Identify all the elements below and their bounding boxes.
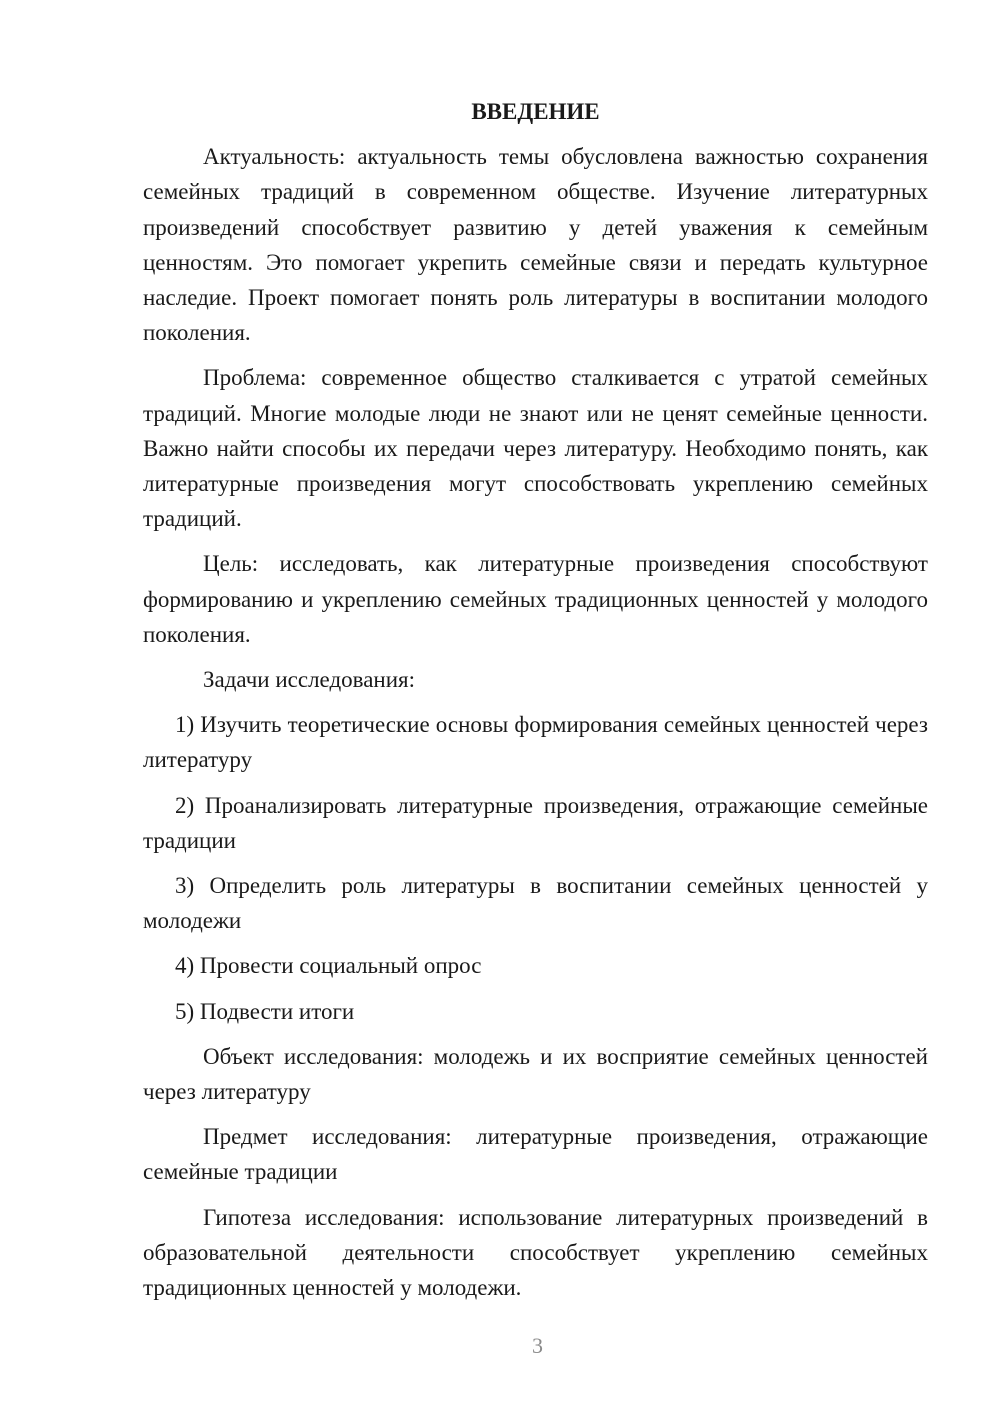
paragraph-relevance: Актуальность: актуальность темы обусловлена важностью сохранения семейных традиций в современном обществе. Изучение литературных произведений способствует развитию у детей уважения к семейным ценностям. Это помогает укрепить семейные связи и передать культурное наследие. Проект помогает понять роль литературы в воспитании молодого поколения. <box>143 144 928 346</box>
paragraph-subject: Предмет исследования: литературные произведения, отражающие семейные традиции <box>143 1124 928 1185</box>
page-number: 3 <box>532 1333 543 1358</box>
paragraph-object: Объект исследования: молодежь и их восприятие семейных ценностей через литературу <box>143 1043 928 1105</box>
paragraph-goal: Цель: исследовать, как литературные произведения способствуют формированию и укреплению семейных традиционных ценностей у молодого поколения. <box>143 551 928 647</box>
document-body <box>143 94 928 1315</box>
task-item: 3) Определить роль литературы в воспитании семейных ценностей у молодежи <box>143 873 928 934</box>
page-title: ВВЕДЕНИЕ <box>471 99 600 124</box>
task-item: 4) Провести социальный опрос <box>175 953 482 979</box>
task-item: 1) Изучить теоретические основы формирования семейных ценностей через литературу <box>143 712 928 773</box>
paragraph-hypothesis: Гипотеза исследования: использование литературных произведений в образовательной деятельности способствует укреплению семейных традиционных ценностей у молодежи. <box>143 1204 928 1301</box>
task-item: 5) Подвести итоги <box>175 998 355 1024</box>
tasks-heading: Задачи исследования: <box>203 667 416 693</box>
task-item: 2) Проанализировать литературные произведения, отражающие семейные традиции <box>143 792 928 853</box>
paragraph-problem: Проблема: современное общество сталкивается с утратой семейных традиций. Многие молодые люди не знают или не ценят семейные ценности. Важно найти способы их передачи через литературу. Необходимо понять, как литературные произведения могут способствовать укреплению семейных традиций. <box>143 365 928 532</box>
